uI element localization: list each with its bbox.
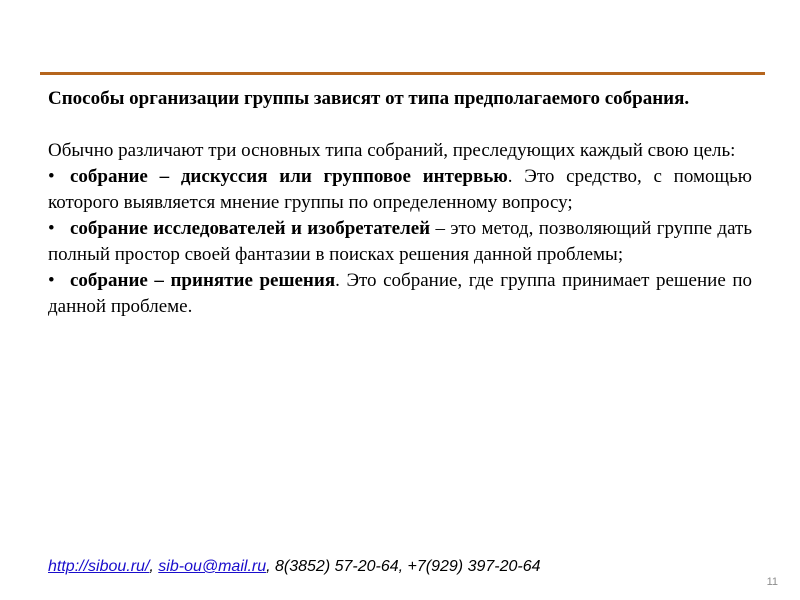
list-item-description: . Это средство, с помощью которого выявляется мнение группы по определенному вопросу; (48, 166, 752, 213)
email-link[interactable]: sib-ou@mail.ru (158, 558, 267, 575)
bullet-marker: • (48, 166, 55, 187)
phone-numbers: , 8(3852) 57-20-64, +7(929) 397-20-64 (266, 558, 541, 575)
list-item (48, 268, 752, 320)
website-link[interactable]: http://sibou.ru/ (48, 558, 150, 575)
list-item-description: . Это собрание, где группа принимает решение по данной проблеме. (48, 270, 752, 317)
spacer (48, 112, 752, 138)
list-item (48, 164, 752, 216)
page-number: 11 (766, 576, 778, 588)
bullet-marker: • (48, 270, 55, 291)
list-item-term: собрание – принятие решения (70, 270, 336, 291)
footer-separator: , (149, 558, 159, 575)
intro-text: Обычно различают три основных типа собраний, преследующих каждый свою цель: (48, 140, 736, 161)
list-item-description: – это метод, позволяющий группе дать полный простор своей фантазии в поисках решения данной проблемы; (48, 218, 752, 265)
bullet-marker: • (48, 218, 55, 239)
list-item-term: собрание – дискуссия или групповое интервью (70, 166, 508, 187)
header-divider (40, 72, 765, 75)
contact-footer (48, 558, 541, 576)
list-item (48, 216, 752, 268)
list-item-term: собрание исследователей и изобретателей (70, 218, 431, 239)
slide-body (48, 86, 752, 320)
slide-heading: Способы организации группы зависят от типа предполагаемого собрания. (48, 88, 690, 109)
